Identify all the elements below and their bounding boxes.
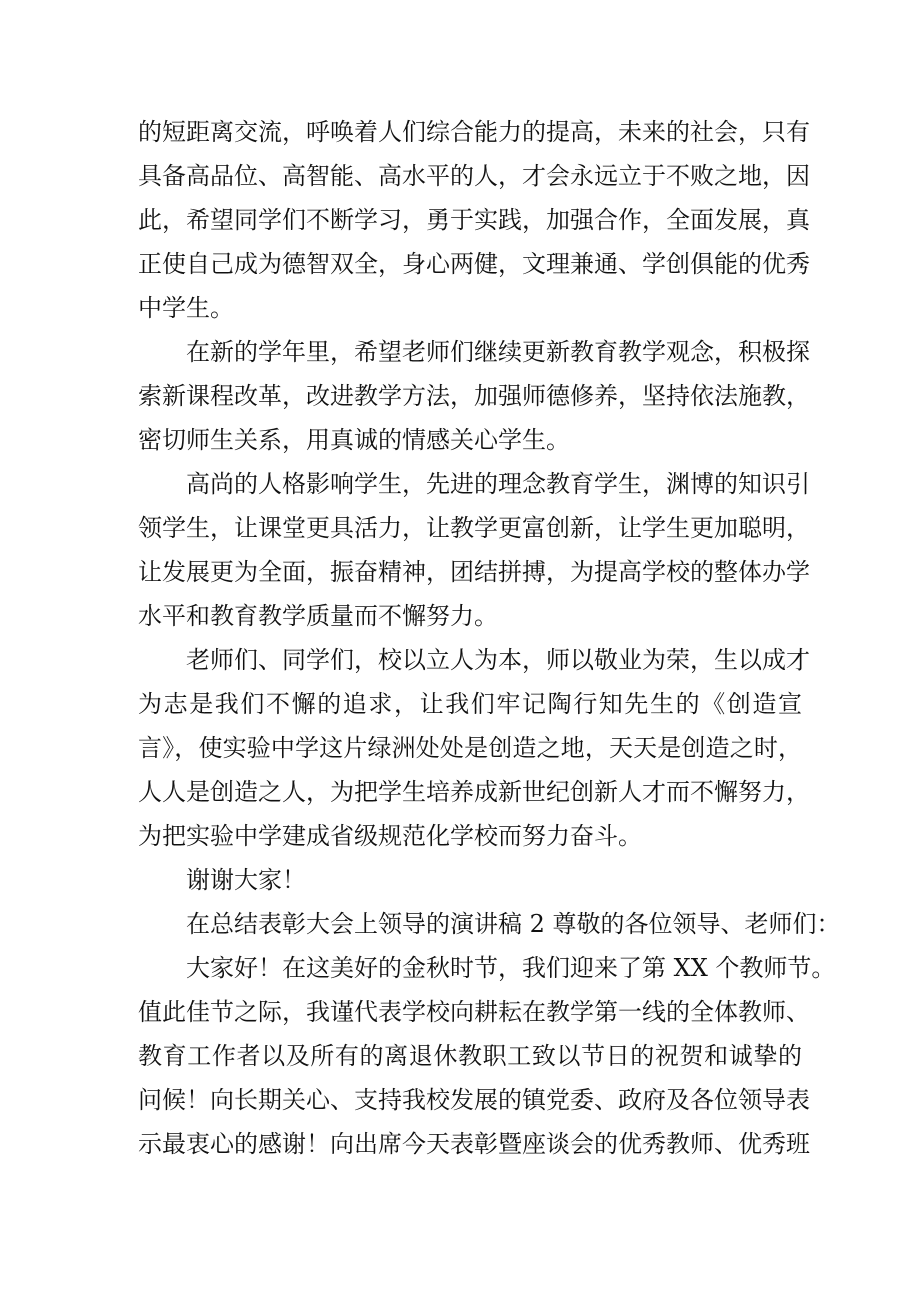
text-line: 值此佳节之际，我谨代表学校向耕耘在教学第一线的全体教师、: [138, 998, 810, 1026]
text-line: 具备高品位、高智能、高水平的人，才会永远立于不败之地，因: [138, 162, 810, 190]
text-line: 密切师生关系，用真诚的情感关心学生。: [138, 426, 570, 454]
text-line: 教育工作者以及所有的离退休教职工致以节日的祝贺和诚挚的: [138, 1042, 802, 1070]
text-line: 为把实验中学建成省级规范化学校而努力奋斗。: [138, 822, 642, 850]
speech-heading-line: 在总结表彰大会上领导的演讲稿 2 尊敬的各位领导、老师们：: [186, 910, 841, 938]
text-line: 大家好！在这美好的金秋时节，我们迎来了第 XX 个教师节。: [186, 954, 836, 982]
closing-line: 谢谢大家！: [186, 866, 306, 894]
text-line: 老师们、同学们，校以立人为本，师以敬业为荣，生以成才: [186, 646, 810, 674]
text-line: 示最衷心的感谢！向出席今天表彰暨座谈会的优秀教师、优秀班: [138, 1130, 810, 1158]
text-line: 人人是创造之人，为把学生培养成新世纪创新人才而不懈努力，: [138, 778, 810, 806]
text-line: 问候！向长期关心、支持我校发展的镇党委、政府及各位领导表: [138, 1086, 810, 1114]
text-line: 为志是我们不懈的追求，让我们牢记陶行知先生的《创造宣: [138, 690, 802, 718]
text-line: 此，希望同学们不断学习，勇于实践，加强合作，全面发展，真: [138, 206, 810, 234]
text-line: 水平和教育教学质量而不懈努力。: [138, 602, 498, 630]
text-line: 索新课程改革，改进教学方法，加强师德修养，坚持依法施教，: [138, 382, 810, 410]
text-line: 言》，使实验中学这片绿洲处处是创造之地，天天是创造之时，: [138, 734, 802, 762]
text-line: 高尚的人格影响学生，先进的理念教育学生，渊博的知识引: [186, 470, 810, 498]
text-line: 让发展更为全面，振奋精神，团结拼搏，为提高学校的整体办学: [138, 558, 810, 586]
text-line: 领学生，让课堂更具活力，让教学更富创新，让学生更加聪明，: [138, 514, 810, 542]
text-line: 在新的学年里，希望老师们继续更新教育教学观念，积极探: [186, 338, 810, 366]
text-line: 的短距离交流，呼唤着人们综合能力的提高，未来的社会，只有: [138, 118, 810, 146]
text-line: 中学生。: [138, 294, 234, 322]
text-line: 正使自己成为德智双全，身心两健，文理兼通、学创俱能的优秀: [138, 250, 810, 278]
